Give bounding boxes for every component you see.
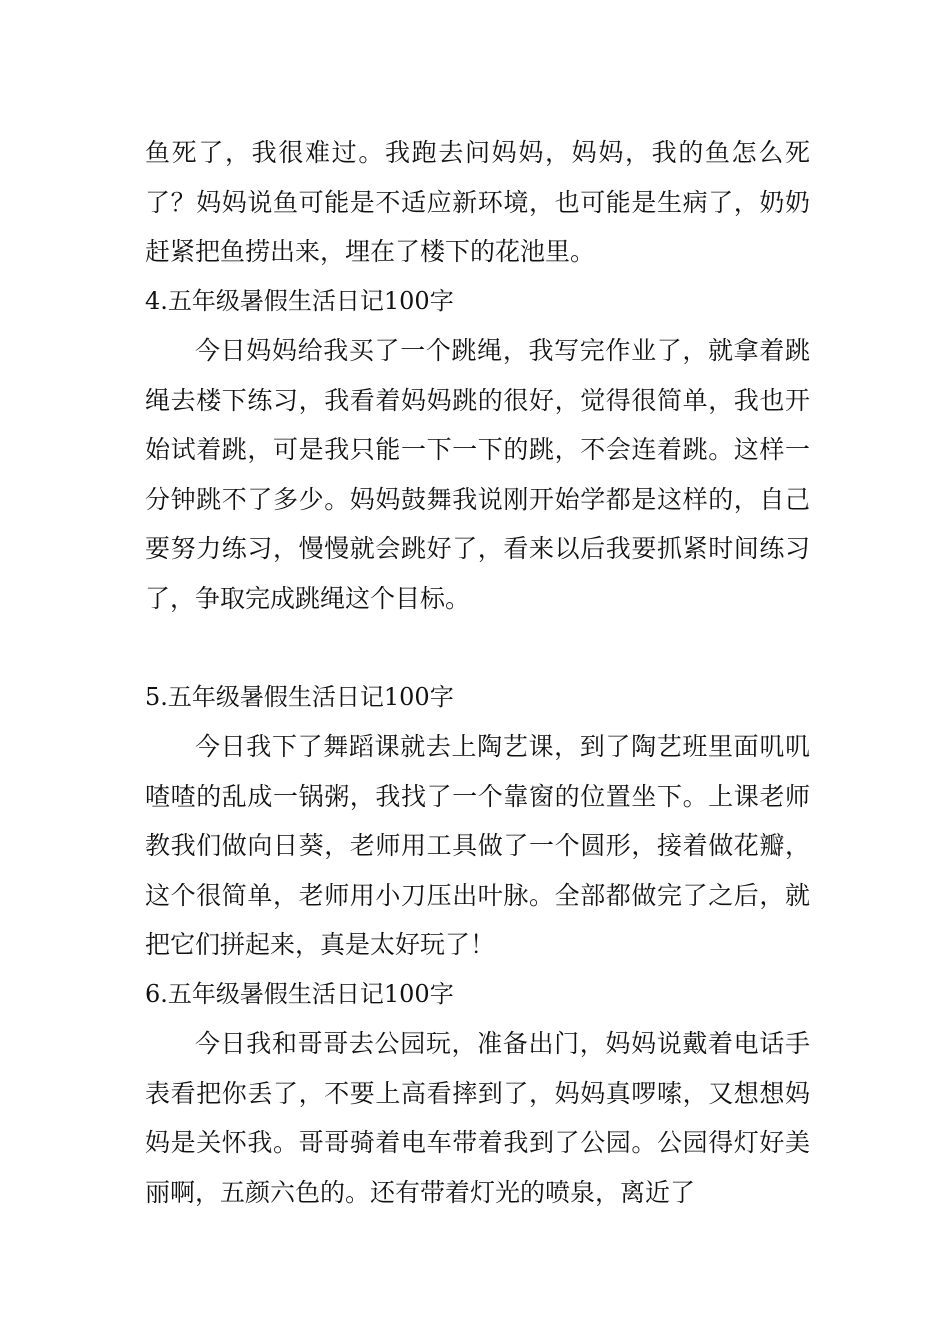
diary-5-heading: 5.五年级暑假生活日记100字 [145,682,454,711]
diary-4-heading: 4.五年级暑假生活日记100字 [145,286,454,315]
diary-3-continuation: 鱼死了，我很难过。我跑去问妈妈，妈妈，我的鱼怎么死了？妈妈说鱼可能是不适应新环境，也可能是生病了，奶奶赶紧把鱼捞出来，埋在了楼下的花池里。 [145,138,810,266]
diary-6-heading: 6.五年级暑假生活日记100字 [145,979,454,1008]
diary-5-paragraph: 今日我下了舞蹈课就去上陶艺课，到了陶艺班里面叽叽喳喳的乱成一锅粥，我找了一个靠窗的位置坐下。上课老师教我们做向日葵，老师用工具做了一个圆形，接着做花瓣，这个很简单，老师用小刀压出叶脉。全部都做完了之后，就把它们拼起来，真是太好玩了！ [145,732,810,959]
document-body [145,128,810,1217]
diary-6-paragraph: 今日我和哥哥去公园玩，准备出门，妈妈说戴着电话手表看把你丢了，不要上高看摔到了，妈妈真啰嗦，又想想妈妈是关怀我。哥哥骑着电车带着我到了公园。公园得灯好美丽啊，五颜六色的。还有带着灯光的喷泉，离近了 [145,1029,810,1207]
section-gap [145,623,810,673]
diary-4-paragraph: 今日妈妈给我买了一个跳绳，我写完作业了，就拿着跳绳去楼下练习，我看着妈妈跳的很好，觉得很简单，我也开始试着跳，可是我只能一下一下的跳，不会连着跳。这样一分钟跳不了多少。妈妈鼓舞我说刚开始学都是这样的，自己要努力练习，慢慢就会跳好了，看来以后我要抓紧时间练习了，争取完成跳绳这个目标。 [145,336,810,613]
